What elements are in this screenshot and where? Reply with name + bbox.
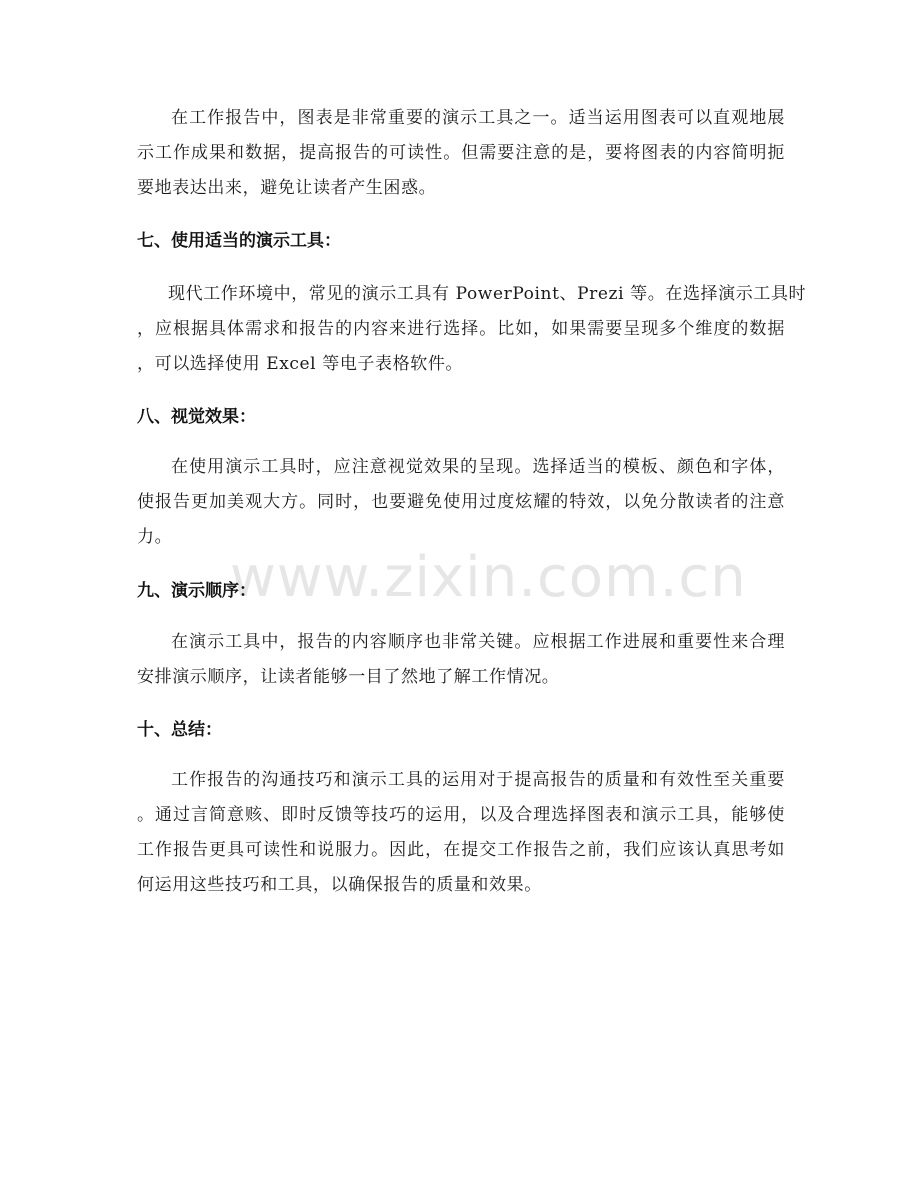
paragraph-line: ，可以选择使用 Excel 等电子表格软件。 — [137, 354, 464, 374]
section-heading-10: 十、总结： — [137, 720, 222, 740]
section-heading-7: 七、使用适当的演示工具： — [137, 231, 341, 251]
paragraph-line: 工作报告的沟通技巧和演示工具的运用对于提高报告的质量和有效性至关重要 — [171, 770, 785, 790]
paragraph-line: 要地表达出来，避免让读者产生困惑。 — [137, 178, 437, 198]
paragraph-line: 在演示工具中，报告的内容顺序也非常关键。应根据工作进展和重要性来合理 — [171, 632, 785, 652]
paragraph-line: 现代工作环境中，常见的演示工具有 PowerPoint、Prezi 等。在选择演示工具时 — [168, 284, 807, 304]
paragraph-line: 工作报告更具可读性和说服力。因此，在提交工作报告之前，我们应该认真思考如 — [137, 840, 785, 860]
paragraph-line: 示工作成果和数据，提高报告的可读性。但需要注意的是，要将图表的内容简明扼 — [137, 143, 785, 163]
paragraph-line: 在使用演示工具时，应注意视觉效果的呈现。选择适当的模板、颜色和字体， — [171, 457, 785, 477]
paragraph-line: 使报告更加美观大方。同时，也要避免使用过度炫耀的特效，以免分散读者的注意 — [137, 492, 785, 512]
paragraph-line: 力。 — [137, 527, 173, 547]
section-heading-9: 九、演示顺序： — [137, 581, 256, 601]
paragraph-line: 。通过言简意赅、即时反馈等技巧的运用，以及合理选择图表和演示工具，能够使 — [137, 805, 785, 825]
paragraph-line: 何运用这些技巧和工具，以确保报告的质量和效果。 — [137, 875, 542, 895]
section-heading-8: 八、视觉效果： — [137, 407, 256, 427]
paragraph-line: 安排演示顺序，让读者能够一目了然地了解工作情况。 — [137, 667, 560, 687]
watermark: www.zixin.com.cn — [230, 545, 747, 610]
paragraph-line: 在工作报告中，图表是非常重要的演示工具之一。适当运用图表可以直观地展 — [171, 108, 785, 128]
paragraph-line: ，应根据具体需求和报告的内容来进行选择。比如，如果需要呈现多个维度的数据 — [137, 319, 785, 339]
